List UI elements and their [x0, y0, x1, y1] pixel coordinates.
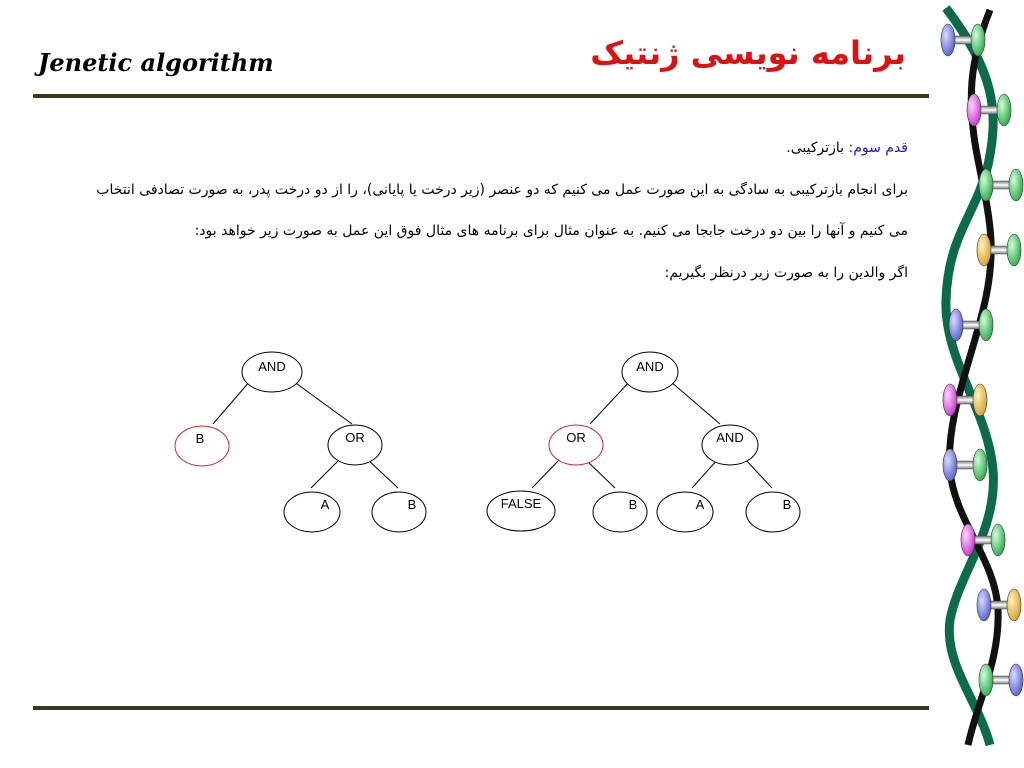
dna-bead [943, 384, 957, 416]
dna-bead [979, 664, 993, 696]
left-b-label: B [195, 431, 205, 446]
dna-bead [977, 589, 991, 621]
dna-bead [941, 24, 955, 56]
dna-bead [943, 449, 957, 481]
paragraph-line-1: برای انجام بازترکیبی به سادگی به این صورت عمل می کنیم که دو عنصر (زیر درخت یا پایانی)، را از دو درخت پدر، به صورت تصادفی انتخاب [96, 182, 908, 198]
persian-title: برنامه نویسی ژنتیک [590, 34, 906, 72]
left-or-label: OR [345, 430, 365, 445]
dna-bead [1009, 169, 1023, 201]
edge [311, 459, 340, 488]
dna-bead [1007, 234, 1021, 266]
english-title: Jenetic algorithm [38, 48, 274, 77]
paragraph-line-2: می کنیم و آنها را بین دو درخت جابجا می کنیم. به عنوان مثال برای برنامه های مثال فوق این عمل به صورت زیر خواهد بود: [194, 223, 908, 239]
dna-bead [1007, 589, 1021, 621]
dna-helix-decoration [938, 0, 1024, 768]
dna-bead [961, 524, 975, 556]
left-a-label: A [320, 497, 330, 512]
left-b2-label: B [407, 497, 417, 512]
right-false-label: FALSE [500, 496, 542, 511]
edge [692, 459, 718, 488]
right-b2-label: B [782, 497, 792, 512]
right-tree-nodes [487, 352, 800, 532]
dna-bead [977, 234, 991, 266]
right-root-label: AND [636, 359, 664, 374]
dna-bead [991, 524, 1005, 556]
right-b-label: B [628, 497, 638, 512]
dna-bead [979, 309, 993, 341]
left-root-label: AND [258, 359, 286, 374]
tree-node-ellipse [372, 492, 426, 532]
dna-bead [979, 169, 993, 201]
tree-node-ellipse [746, 492, 800, 532]
dna-bead [1009, 664, 1023, 696]
step-label: قدم سوم: [848, 140, 908, 156]
dna-bead [971, 24, 985, 56]
edge [532, 459, 560, 488]
right-or-label: OR [566, 430, 586, 445]
dna-bead [973, 384, 987, 416]
dna-bead [949, 309, 963, 341]
tree-node-ellipse [284, 492, 340, 532]
edge [585, 459, 615, 488]
left-tree-nodes [175, 352, 426, 532]
dna-bead [973, 449, 987, 481]
tree-node-ellipse [593, 492, 647, 532]
edge [367, 459, 398, 488]
dna-bead [967, 94, 981, 126]
step-text: بازترکیبی. [786, 140, 849, 156]
dna-bead [997, 94, 1011, 126]
tree-node-ellipse [657, 492, 713, 532]
bottom-divider [33, 706, 929, 710]
right-a-label: A [695, 497, 705, 512]
edge [293, 381, 352, 424]
edge [590, 381, 630, 424]
paragraph-line-3: اگر والدین را به صورت زیر درنظر بگیریم: [664, 265, 908, 281]
edge [670, 381, 720, 424]
edge [745, 459, 772, 488]
right-and-label: AND [716, 430, 744, 445]
edge [213, 381, 250, 424]
